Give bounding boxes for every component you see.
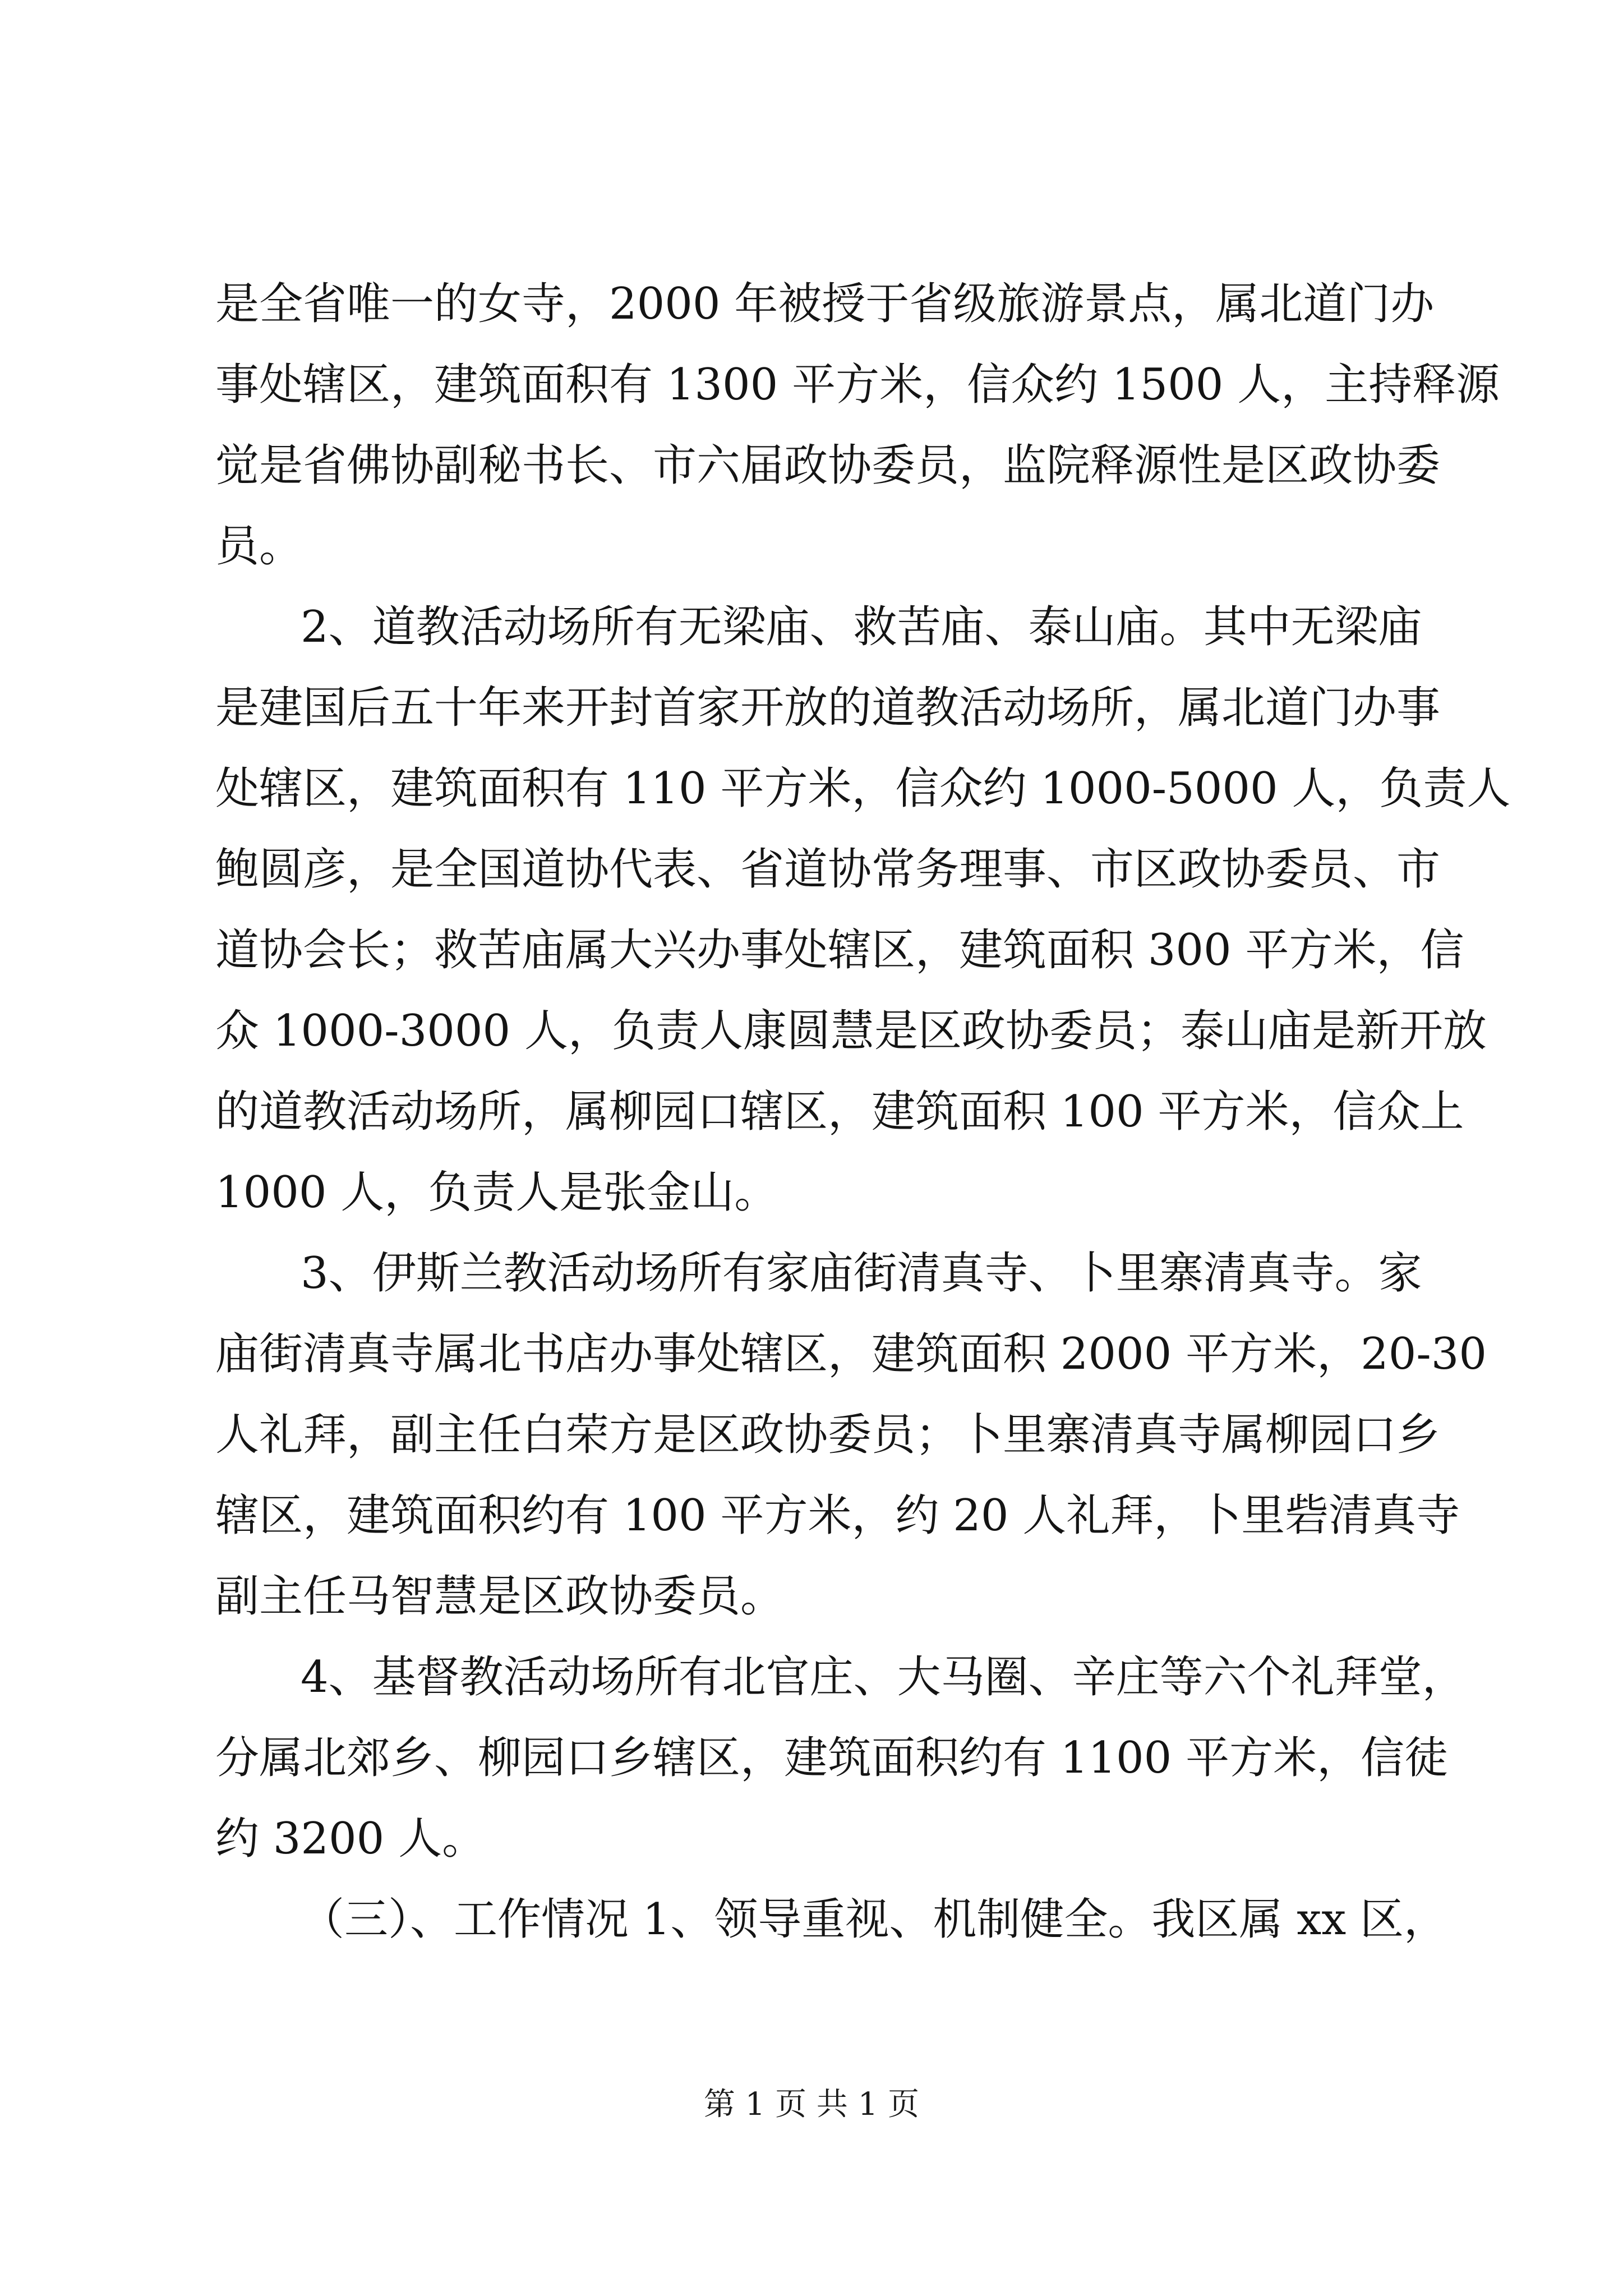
page-footer [0,2082,1623,2127]
text-line: 庙街清真寺属北书店办事处辖区，建筑面积 2000 平方米，20-30 [215,1329,1487,1379]
text-line: 处辖区，建筑面积有 110 平方米，信众约 1000-5000 人，负责人 [215,763,1511,814]
text-line: （三）、工作情况 1、领导重视、机制健全。我区属 xx 区， [301,1894,1447,1945]
text-line: 众 1000-3000 人，负责人康圆慧是区政协委员；泰山庙是新开放 [215,1006,1487,1056]
text-line: 人礼拜，副主任白荣方是区政协委员；卜里寨清真寺属柳园口乡 [215,1410,1441,1460]
text-line: 是建国后五十年来开封首家开放的道教活动场所，属北道门办事 [215,683,1441,733]
text-line: 道协会长；救苦庙属大兴办事处辖区，建筑面积 300 平方米，信 [215,925,1464,976]
text-line: 辖区，建筑面积约有 100 平方米，约 20 人礼拜，卜里砦清真寺 [215,1490,1460,1541]
document-body [215,264,1511,1960]
text-line: 事处辖区，建筑面积有 1300 平方米，信众约 1500 人，主持释源 [215,360,1500,410]
text-line: 副主任马智慧是区政协委员。 [215,1571,785,1622]
text-line: 1000 人，负责人是张金山。 [215,1167,778,1218]
text-line: 觉是省佛协副秘书长、市六届政协委员，监院释源性是区政协委 [215,440,1441,491]
page-number: 第 1 页 共 1 页 [703,2086,920,2123]
text-line: 3、伊斯兰教活动场所有家庙街清真寺、卜里寨清真寺。家 [301,1248,1422,1299]
text-line: 分属北郊乡、柳园口乡辖区，建筑面积约有 1100 平方米，信徒 [215,1733,1449,1783]
text-line: 4、基督教活动场所有北官庄、大马圈、辛庄等六个礼拜堂， [301,1652,1466,1703]
text-line: 的道教活动场所，属柳园口辖区，建筑面积 100 平方米，信众上 [215,1087,1464,1137]
text-line: 员。 [215,521,303,572]
text-line: 鲍圆彦，是全国道协代表、省道协常务理事、市区政协委员、市 [215,844,1441,895]
text-line: 约 3200 人。 [215,1814,486,1864]
text-line: 2、道教活动场所有无梁庙、救苦庙、泰山庙。其中无梁庙 [301,602,1422,652]
text-line: 是全省唯一的女寺，2000 年被授于省级旅游景点，属北道门办 [215,279,1435,329]
